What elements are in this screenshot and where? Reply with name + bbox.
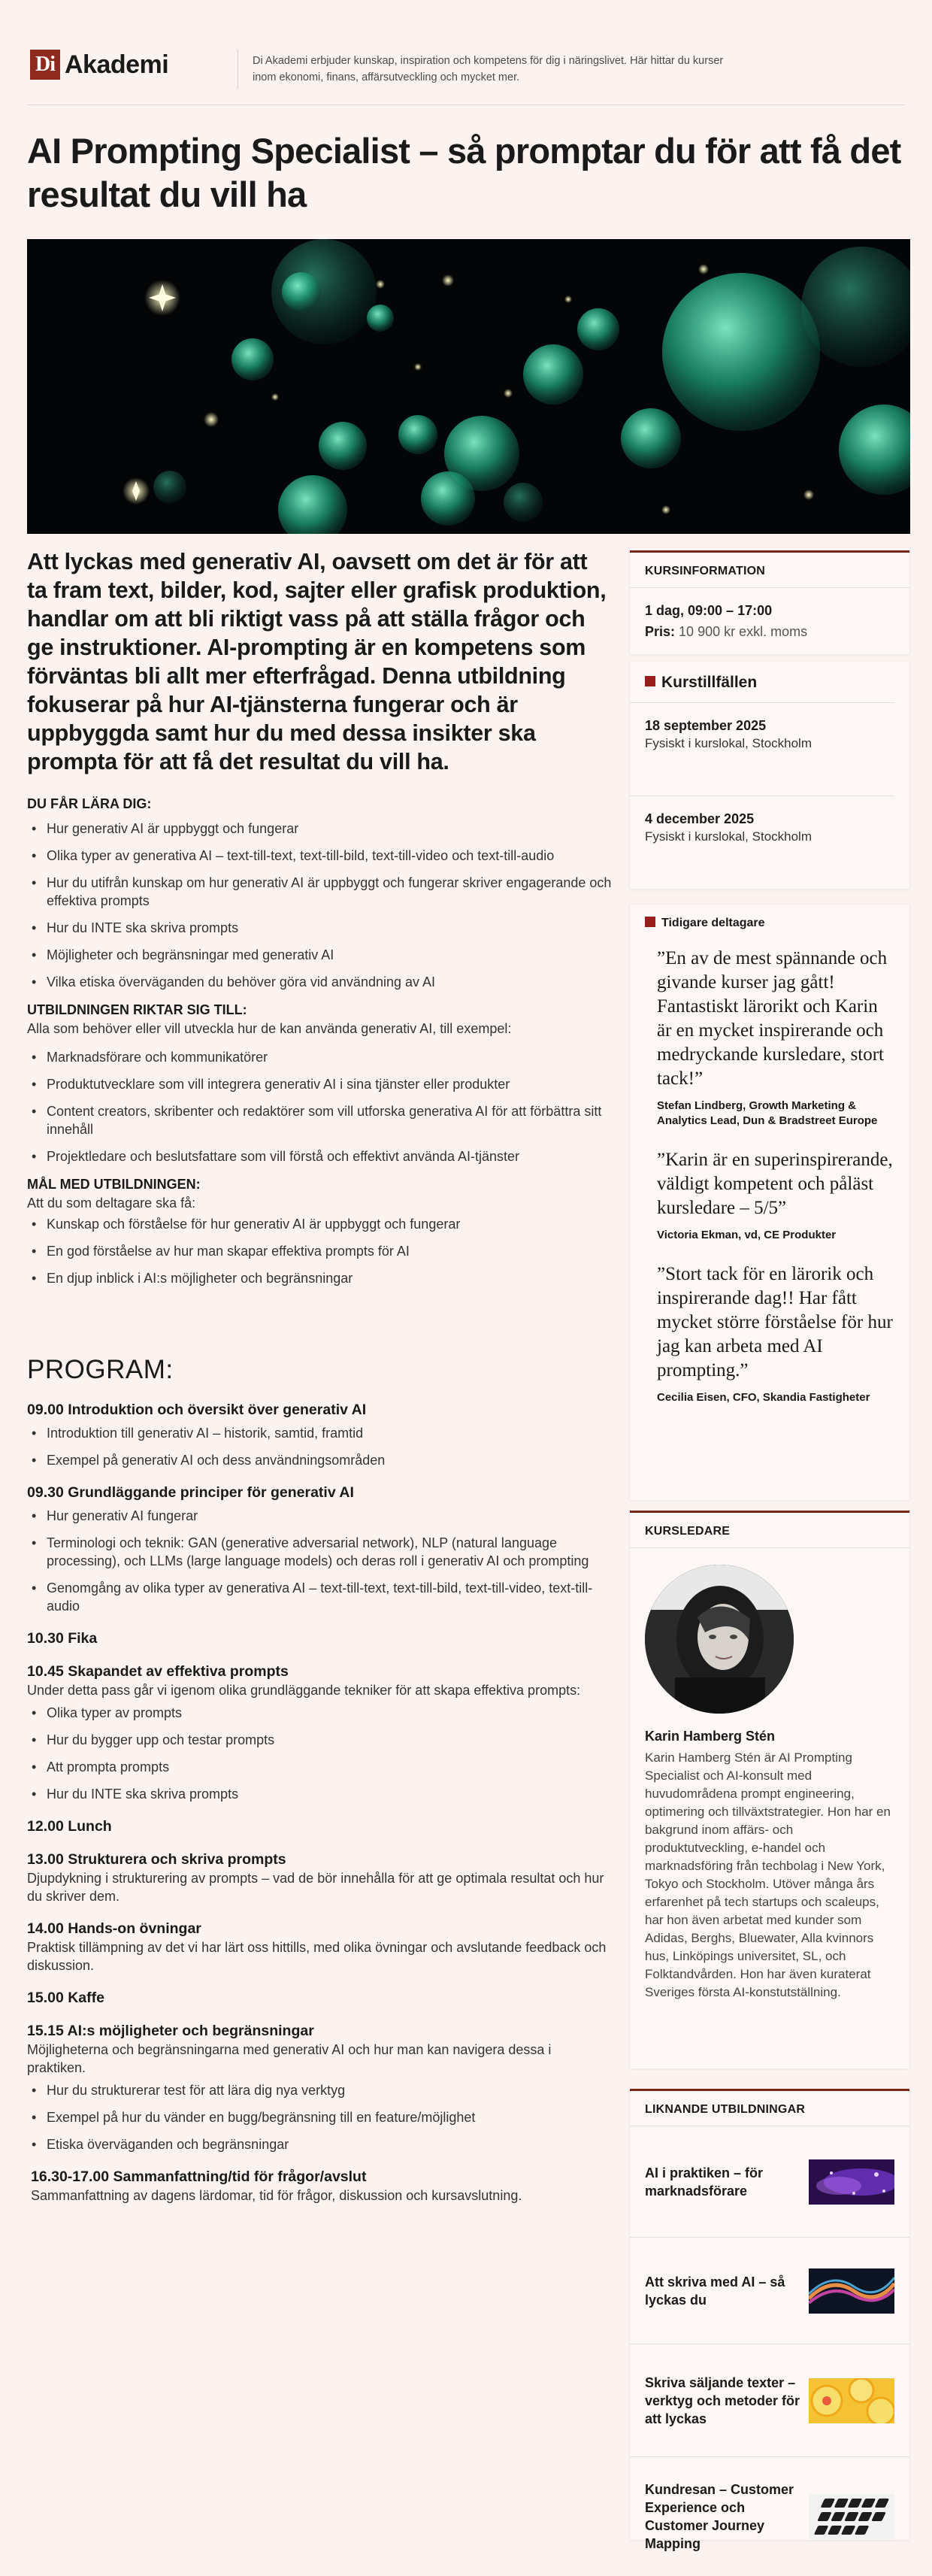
related-course-title[interactable]: Skriva säljande texter – verktyg och metoder för att lyckas bbox=[645, 2374, 800, 2426]
program-schedule bbox=[27, 1400, 613, 2205]
sessions-heading bbox=[630, 662, 894, 703]
purple-particles-thumbnail[interactable] bbox=[809, 2159, 894, 2205]
teacher-heading: KURSLEDARE bbox=[630, 1513, 909, 1548]
testimonial bbox=[630, 1262, 909, 1405]
list-item: • Marknadsförare och kommunikatörer bbox=[27, 1048, 613, 1066]
related-course-item[interactable] bbox=[630, 2238, 909, 2344]
testimonials-heading-text: Tidigare deltagare bbox=[661, 917, 765, 929]
logo-mark: Di bbox=[30, 50, 60, 80]
program-slot-list bbox=[27, 1424, 613, 1469]
testimonial-quote: ”Karin är en superinspirerande, väldigt kompetent och påläst kursledare – 5/5” bbox=[657, 1150, 893, 1218]
testimonial-quote: ”En av de mest spännande och givande kurser jag gått! Fantastiskt lärorikt och Karin är en mycket inspirerande och medryckande kursledare, stort tack!” bbox=[657, 948, 888, 1089]
testimonial-quote: ”Stort tack för en lärorik och inspirerande dag!! Har fått mycket större förståelse för hur jag kan arbeta med AI prompting.” bbox=[657, 1264, 893, 1380]
session-location: Fysiskt i kurslokal, Stockholm bbox=[645, 829, 812, 844]
audience-intro: Alla som behöver eller vill utveckla hur de kan använda generativ AI, till exempel: bbox=[27, 1021, 512, 1036]
program-slot-title: 10.30 Fika bbox=[27, 1630, 98, 1647]
header-tagline: Di Akademi erbjuder kunskap, inspiration och kompetens för dig i näringslivet. Här hittar du kurser inom ekonomi, finans, affärsutveckling och mycket mer. bbox=[253, 55, 724, 83]
program-slot bbox=[27, 1817, 613, 1836]
list-item: • Möjligheter och begränsningar med generativ AI bbox=[27, 946, 613, 964]
citrus-image bbox=[809, 2378, 894, 2423]
program-slot-list bbox=[27, 1507, 613, 1615]
hero-image bbox=[27, 239, 910, 534]
session-item[interactable] bbox=[630, 796, 909, 859]
testimonial-author: Stefan Lindberg, Growth Marketing & Analytics Lead, Dun & Bradstreet Europe bbox=[657, 1099, 878, 1127]
square-bullet-icon bbox=[645, 917, 655, 927]
list-item: • Olika typer av generativa AI – text-till-text, text-till-bild, text-till-video och text-till-audio bbox=[27, 847, 613, 865]
program-slot-title: 09.30 Grundläggande principer för generativ AI bbox=[27, 1484, 354, 1501]
main-content bbox=[27, 547, 613, 2205]
list-item: • Att prompta prompts bbox=[27, 1758, 613, 1776]
related-heading: LIKNANDE UTBILDNINGAR bbox=[630, 2091, 909, 2126]
program-slot-title: 16.30-17.00 Sammanfattning/tid för frågor/avslut bbox=[31, 2168, 367, 2185]
program-slot bbox=[27, 1400, 613, 1469]
list-item: • Hur du bygger upp och testar prompts bbox=[27, 1731, 613, 1749]
program-title: PROGRAM: bbox=[27, 1355, 174, 1384]
teacher-portrait bbox=[645, 1565, 794, 1714]
program-slot-title: 12.00 Lunch bbox=[27, 1818, 112, 1835]
sessions-heading-text: Kurstillfällen bbox=[661, 674, 758, 691]
light-waves-thumbnail[interactable] bbox=[809, 2268, 894, 2314]
session-item[interactable] bbox=[630, 703, 894, 796]
logo-text: Akademi bbox=[65, 50, 169, 79]
list-item: • Produktutvecklare som vill integrera generativ AI i sina tjänster eller produkter bbox=[27, 1075, 613, 1093]
related-course-item[interactable] bbox=[630, 2344, 909, 2457]
list-item: • En god förståelse av hur man skapar effektiva prompts för AI bbox=[27, 1242, 613, 1260]
list-item: • Hur du INTE ska skriva prompts bbox=[27, 919, 613, 937]
program-slot bbox=[27, 1988, 613, 2008]
price-label: Pris: bbox=[645, 624, 676, 639]
program-slot-list bbox=[27, 1704, 613, 1803]
program-slot-description: Praktisk tillämpning av det vi har lärt oss hittills, med olika övningar och avslutande feedback och diskussion. bbox=[27, 1940, 607, 1973]
testimonial bbox=[630, 1148, 909, 1243]
list-item: • Vilka etiska överväganden du behöver göra vid användning av AI bbox=[27, 973, 613, 991]
list-item: • Exempel på hur du vänder en bugg/begränsning till en feature/möjlighet bbox=[27, 2108, 613, 2126]
list-item: • Projektledare och beslutsfattare som vill förstå och effektivt använda AI-tjänster bbox=[27, 1147, 613, 1165]
testimonial-author: Cecilia Eisen, CFO, Skandia Fastigheter bbox=[657, 1391, 870, 1404]
program-slot-description: Möjligheterna och begränsningarna med generativ AI och hur man kan navigera dessa i praktiken. bbox=[27, 2042, 552, 2075]
site-header bbox=[27, 27, 905, 105]
related-course-title[interactable]: Kundresan – Customer Experience och Customer Journey Mapping bbox=[645, 2482, 794, 2551]
audience-list bbox=[27, 1048, 613, 1165]
keyboard-image bbox=[809, 2494, 894, 2539]
list-item: • Terminologi och teknik: GAN (generative adversarial network), NLP (natural language processing), och LLMs (large language models) och deras roll i generativ AI och prompting bbox=[27, 1534, 613, 1570]
program-slot bbox=[27, 1919, 613, 1974]
citrus-thumbnail[interactable] bbox=[809, 2378, 894, 2423]
course-info-card bbox=[630, 550, 909, 654]
price-value: 10 900 kr exkl. moms bbox=[679, 624, 808, 639]
list-item: • En djup inblick i AI:s möjligheter och begränsningar bbox=[27, 1269, 613, 1287]
program-slot-description: Under detta pass går vi igenom olika grundläggande tekniker för att skapa effektiva prompts: bbox=[27, 1683, 581, 1698]
list-item: • Hur du strukturerar test för att lära dig nya verktyg bbox=[27, 2081, 613, 2099]
list-item: • Etiska överväganden och begränsningar bbox=[27, 2135, 613, 2153]
course-price bbox=[645, 621, 894, 642]
list-item: • Genomgång av olika typer av generativa AI – text-till-text, text-till-bild, text-till-video, text-till-audio bbox=[27, 1579, 613, 1615]
program-slot bbox=[27, 1483, 613, 1615]
program-slot-title: 15.00 Kaffe bbox=[27, 1990, 104, 2006]
list-item: • Exempel på generativ AI och dess användningsområden bbox=[27, 1451, 613, 1469]
learn-heading: DU FÅR LÄRA DIG: bbox=[27, 796, 152, 811]
related-course-item[interactable] bbox=[630, 2126, 909, 2238]
program-slot bbox=[27, 1850, 613, 1905]
square-bullet-icon bbox=[645, 676, 655, 686]
keyboard-thumbnail[interactable] bbox=[809, 2494, 894, 2539]
teacher-bio: Karin Hamberg Stén är AI Prompting Specialist och AI-konsult med huvudområdena prompt engineering, optimering och tillväxtstrategier. Hon har en bakgrund inom affärs- och produktutveckling, e-handel och marknadsföring från techbolag i New York, Tokyo och Stockholm. Utöver många års erfarenhet på tech startups och scaleups, har hon även arbetat med kunder som Adidas, Berghs, Bluewater, Alla kvinnors hus, Linköpings universitet, SL, och Folktandvården. Hon har även kuraterat Sveriges första AI-konstutställning. bbox=[645, 1750, 891, 1999]
session-date: 18 september 2025 bbox=[645, 718, 767, 733]
list-item: • Hur du INTE ska skriva prompts bbox=[27, 1785, 613, 1803]
list-item: • Content creators, skribenter och redaktörer som vill utforska generativa AI för att förbättra sitt innehåll bbox=[27, 1102, 613, 1138]
audience-heading: UTBILDNINGEN RIKTAR SIG TILL: bbox=[27, 1002, 247, 1017]
related-course-title[interactable]: AI i praktiken – för marknadsförare bbox=[645, 2165, 764, 2199]
session-date: 4 december 2025 bbox=[645, 811, 755, 826]
program-slot bbox=[27, 2021, 613, 2153]
bubbles-illustration bbox=[27, 239, 910, 534]
list-item: • Introduktion till generativ AI – historik, samtid, framtid bbox=[27, 1424, 613, 1442]
portrait-illustration bbox=[645, 1565, 794, 1714]
program-slot-title: 10.45 Skapandet av effektiva prompts bbox=[27, 1663, 289, 1680]
testimonial bbox=[630, 947, 909, 1129]
goals-heading: MÅL MED UTBILDNINGEN: bbox=[27, 1177, 201, 1192]
session-location: Fysiskt i kurslokal, Stockholm bbox=[645, 736, 812, 750]
program-slot-list bbox=[27, 2081, 613, 2153]
testimonial-author: Victoria Ekman, vd, CE Produkter bbox=[657, 1229, 837, 1241]
teacher-card bbox=[630, 1511, 909, 2068]
related-courses-card bbox=[630, 2089, 909, 2551]
course-duration: 1 dag, 09:00 – 17:00 bbox=[645, 603, 773, 618]
course-info-heading: KURSINFORMATION bbox=[630, 553, 909, 588]
teacher-name: Karin Hamberg Stén bbox=[645, 1729, 776, 1744]
program-slot bbox=[27, 1662, 613, 1803]
program-slot-title: 13.00 Strukturera och skriva prompts bbox=[27, 1851, 286, 1868]
course-info-body bbox=[630, 588, 909, 654]
list-item: • Hur generativ AI fungerar bbox=[27, 1507, 613, 1525]
program-slot bbox=[27, 2167, 613, 2205]
list-item: • Hur generativ AI är uppbyggt och fungerar bbox=[27, 820, 613, 838]
list-item: • Olika typer av prompts bbox=[27, 1704, 613, 1722]
testimonials-heading bbox=[630, 905, 909, 941]
goals-list bbox=[27, 1215, 613, 1287]
learn-list bbox=[27, 820, 613, 991]
goals-intro: Att du som deltagare ska få: bbox=[27, 1196, 196, 1211]
light-waves-image bbox=[809, 2268, 894, 2314]
sessions-card bbox=[630, 662, 909, 889]
program-slot bbox=[27, 1629, 613, 1648]
related-course-item[interactable] bbox=[630, 2457, 909, 2576]
testimonials-card bbox=[630, 905, 909, 1500]
program-slot-title: 09.00 Introduktion och översikt över generativ AI bbox=[27, 1402, 367, 1418]
program-slot-title: 15.15 AI:s möjligheter och begränsningar bbox=[27, 2023, 314, 2039]
di-akademi-logo[interactable] bbox=[30, 48, 168, 81]
program-slot-description: Djupdykning i strukturering av prompts – vad de bör innehålla för att ge optimala resultat och hur du skriver dem. bbox=[27, 1871, 604, 1904]
program-slot-title: 14.00 Hands-on övningar bbox=[27, 1920, 201, 1937]
page-title: AI Prompting Specialist – så promptar du för att få det resultat du vill ha bbox=[27, 131, 901, 214]
related-course-title[interactable]: Att skriva med AI – så lyckas du bbox=[645, 2274, 785, 2308]
list-item: • Hur du utifrån kunskap om hur generativ AI är uppbyggt och fungerar skriver engagerande och effektiva prompts bbox=[27, 874, 613, 910]
program-slot-description: Sammanfattning av dagens lärdomar, tid för frågor, diskussion och kursavslutning. bbox=[31, 2188, 522, 2203]
list-item: • Kunskap och förståelse för hur generativ AI är uppbyggt och fungerar bbox=[27, 1215, 613, 1233]
purple-particles-image bbox=[809, 2159, 894, 2205]
lead-paragraph: Att lyckas med generativ AI, oavsett om det är för att ta fram text, bilder, kod, sajter eller grafisk produktion, handlar om att bli riktigt vass på att ställa frågor och ge instruktioner. AI-prompting är en kompetens som förväntas bli allt mer efterfrågad. Denna utbildning fokuserar på hur AI-tjänsterna fungerar och är uppbyggda samt hur du med dessa insikter ska prompta för att få det resultat du vill ha. bbox=[27, 549, 607, 774]
